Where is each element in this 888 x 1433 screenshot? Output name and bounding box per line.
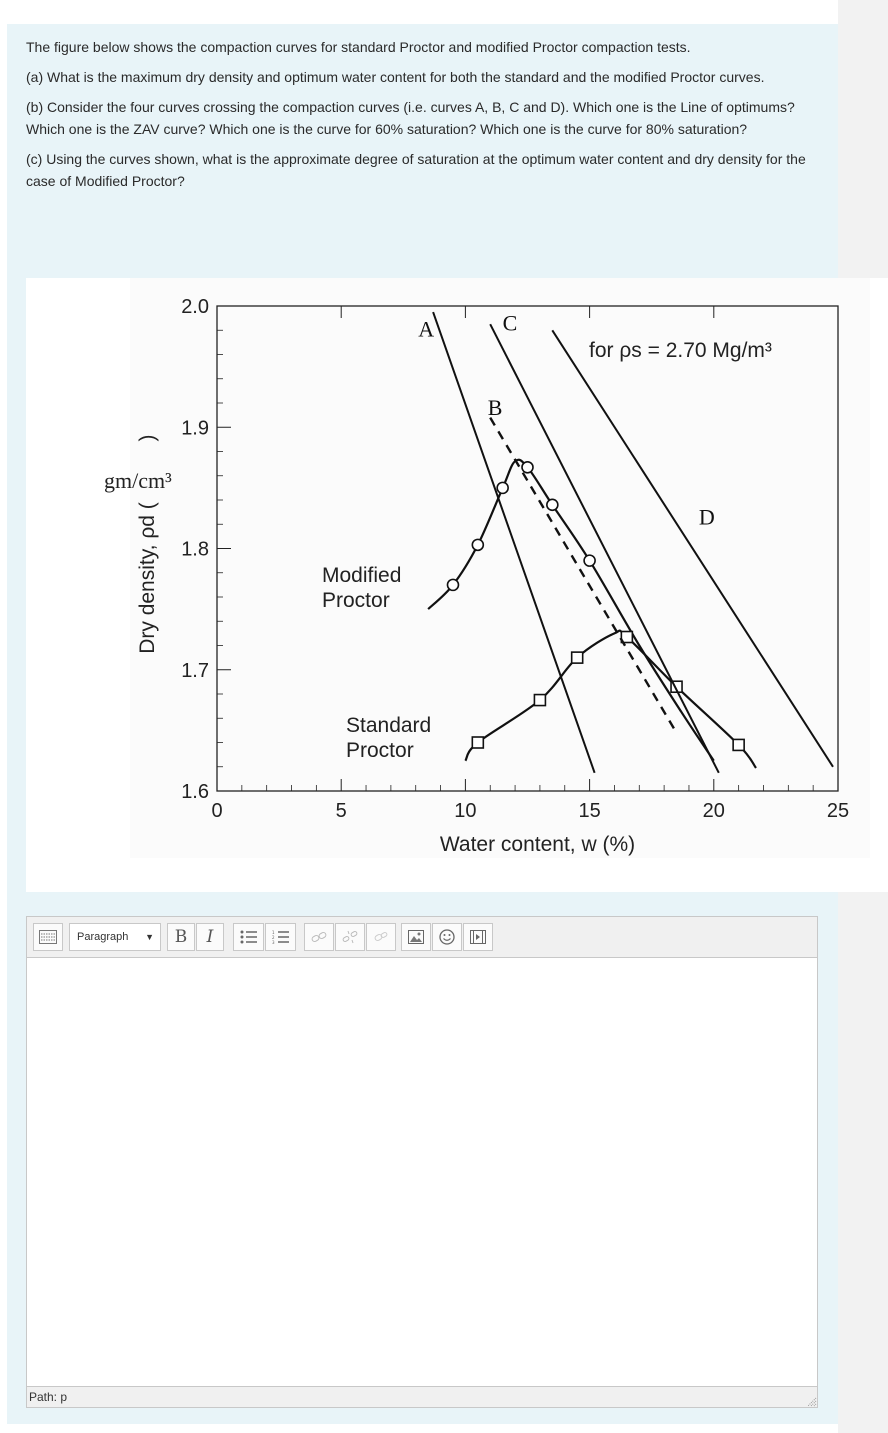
x-axis-label: Water content, w (%) [439, 833, 636, 856]
numbered-list-icon [272, 930, 290, 944]
y-tick-label: 1.8 [181, 538, 209, 561]
svg-text:2: 2 [271, 935, 275, 940]
question-intro: The figure below shows the compaction curves for standard Proctor and modified Proctor compaction tests. [26, 39, 691, 55]
question-part-c: (c) Using the curves shown, what is the approximate degree of saturation at the optimum water content and dry density for the case of Modified Proctor? [26, 151, 806, 189]
modified-proctor-label: Modified Proctor [322, 564, 402, 612]
insert-image-button[interactable] [401, 923, 431, 951]
compaction-chart [26, 278, 888, 892]
modified-proctor-point [447, 579, 458, 590]
link-button[interactable] [304, 923, 334, 951]
bullet-list-icon [240, 930, 258, 944]
x-tick-label: 25 [826, 800, 850, 822]
toolbar-toggle-button[interactable] [33, 923, 63, 951]
modified-proctor-point [584, 555, 595, 566]
modified-proctor-point [497, 482, 508, 493]
x-tick-label: 15 [578, 800, 601, 822]
curve-label-a: A [418, 316, 435, 342]
chart-background [130, 278, 870, 858]
y-axis-unit-label: gm/cm³ [104, 468, 172, 493]
compaction-figure [26, 278, 888, 892]
y-axis-label: Dry density, ρd ( [136, 502, 159, 654]
question-part-a: (a) What is the maximum dry density and optimum water content for both the standard and the modified Proctor curves. [26, 69, 765, 85]
unlink-icon [342, 930, 358, 944]
curve-label-b: B [487, 395, 503, 421]
standard-proctor-point [472, 737, 483, 748]
curve-label-c: C [502, 310, 518, 336]
y-tick-label: 1.9 [181, 417, 209, 440]
density-annotation: for ρs = 2.70 Mg/m³ [589, 339, 772, 362]
y-tick-label: 2.0 [181, 296, 209, 318]
editor-path: Path: p [29, 1390, 68, 1404]
standard-proctor-point [572, 652, 583, 663]
standard-proctor-label: Standard Proctor [346, 714, 432, 762]
anchor-link-icon [373, 931, 389, 943]
format-select-value: Paragraph [77, 931, 129, 943]
editor-statusbar [27, 1386, 817, 1407]
format-select[interactable] [69, 923, 161, 951]
standard-proctor-point [733, 739, 744, 750]
modified-proctor-point [547, 499, 558, 510]
standard-proctor-point [534, 695, 545, 706]
question-part-b: (b) Consider the four curves crossing the compaction curves (i.e. curves A, B, C and D). Which one is the Line of optimums? Which one is the ZAV curve? Which one is the curve for 60% saturation? Which one is the curve for 80% saturation? [26, 99, 795, 137]
modified-proctor-point [522, 462, 533, 473]
smiley-icon [439, 929, 455, 945]
y-tick-label: 1.6 [181, 781, 209, 803]
image-icon [408, 930, 424, 944]
italic-button[interactable]: I [196, 923, 224, 951]
x-tick-label: 5 [335, 800, 347, 822]
x-tick-label: 0 [211, 800, 223, 822]
y-axis-label-close: ) [136, 434, 159, 442]
chevron-down-icon: ▼ [145, 932, 154, 942]
numbered-list-button[interactable] [265, 923, 296, 951]
anchor-button[interactable] [366, 923, 396, 951]
svg-text:3: 3 [271, 940, 275, 944]
x-tick-label: 20 [702, 800, 725, 822]
bold-button[interactable]: B [167, 923, 195, 951]
unlink-button[interactable] [335, 923, 365, 951]
curve-label-d: D [698, 504, 715, 530]
emoticon-button[interactable] [432, 923, 462, 951]
modified-proctor-point [472, 539, 483, 550]
editor-content-area[interactable] [27, 958, 817, 1386]
resize-handle-icon[interactable] [805, 1395, 817, 1407]
keyboard-icon [39, 930, 57, 944]
x-tick-label: 10 [454, 800, 477, 822]
bullet-list-button[interactable] [233, 923, 264, 951]
media-icon [470, 930, 486, 944]
question-text [26, 36, 816, 200]
answer-editor [26, 916, 818, 1408]
editor-toolbar [27, 917, 817, 958]
svg-text:1: 1 [271, 930, 275, 935]
insert-media-button[interactable] [463, 923, 493, 951]
y-tick-label: 1.7 [181, 659, 209, 682]
link-icon [311, 931, 327, 943]
